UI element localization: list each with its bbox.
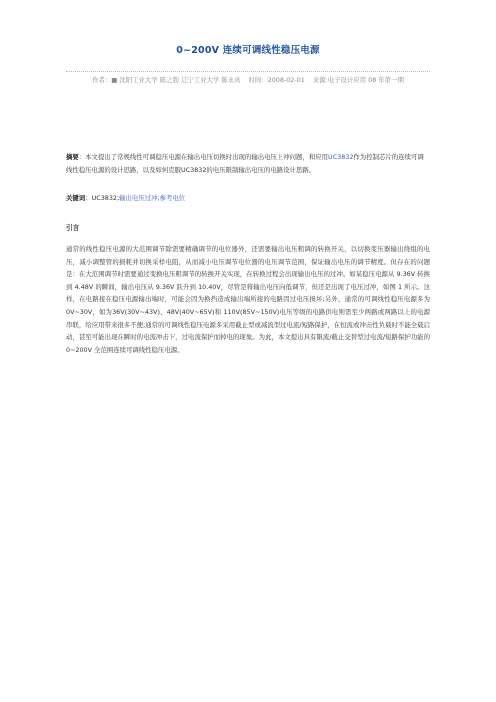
source-label: 来源: <box>312 76 328 84</box>
source: 电子设计应用 08 年第一期 <box>327 76 404 84</box>
time-label: 时间： <box>248 76 268 84</box>
publish-date: 2008-02-01 <box>267 76 305 84</box>
abstract-text-2: 作为控制芯片的连续可调线性稳压电源的设计思路，以及如何克服UC3832的电压限制输出电压的电路设计思路。 <box>66 153 424 174</box>
abstract-label: 摘要 <box>66 153 79 161</box>
keyword-semicolon: ; <box>157 194 160 202</box>
body-paragraph: 通常的线性稳压电源的大范围调节除需要精确调节的电位器外，还需要输出电压粗调的转换开关，以切换变压器输出绕组的电压，减小调整管的损耗并切换采样电阻，从而减小电压调节电位器的电压调节范围，保证输出电压的调节精度。但存在的问题是：在大范围调节时需要通过变换电压粗调节的转换开关实现，在转换过程会出现输出电压的过冲。如某稳压电源从 9.36V 转换到 4.48V 的瞬间，输出电压从 9.36V 跃升到 10.40V，尽管是将输出电压向低调节，但还是出现了电压过冲，如图 1 所示。这样，在电路接在稳压电源输出端时，可能会因为换挡造成输出端所接的电路因过电压损坏;另外，通常的可调线性稳压电源多为 0V~30V，如为36V(30V~43V)、48V(40V~65V)和 110V(85V~150V)电压等级的电路供电则需至少两路或两路以上的电源串联，给应用带来很多不便;通常的可调线性稳压电源多采用截止型或减流型过电流/短路保护，在恒流或冲击性负载时不能全载启动，甚至可能出现在瞬时的电流冲击下，过电流保护而掉电的现象。为此，本文提出具有限流/截止交替型过电流/短路保护功能的 0~200V 全范围连续可调线性稳压电源。 <box>66 245 430 354</box>
author-label: 作者： <box>92 76 112 84</box>
keyword-uc3832: UC3832; <box>91 194 120 202</box>
keywords-label: 关键词 <box>66 194 86 202</box>
abstract-separator: ： <box>78 153 86 161</box>
keyword-link-overshoot[interactable]: 输出电压过冲 <box>119 194 158 202</box>
section-title-introduction: 引言 <box>66 224 80 232</box>
keywords-separator: ： <box>85 194 92 202</box>
article-title: 0~200V 连续可调线性稳压电源 <box>176 45 320 56</box>
authors: ■ 沈阳工业大学 陈之勃 辽宁工业大学 陈永真 <box>111 76 241 84</box>
keyword-link-reference[interactable]: 参考电位 <box>159 194 186 202</box>
abstract-text-1: 本文提出了常规线性可调稳压电源在输出电压切换时出现的输出电压上冲问题，和应用 <box>85 153 329 161</box>
abstract-chip-link[interactable]: UC3832 <box>328 153 354 161</box>
title-divider <box>66 71 430 72</box>
keywords <box>66 192 430 204</box>
abstract <box>66 151 430 176</box>
article-meta <box>66 75 430 87</box>
